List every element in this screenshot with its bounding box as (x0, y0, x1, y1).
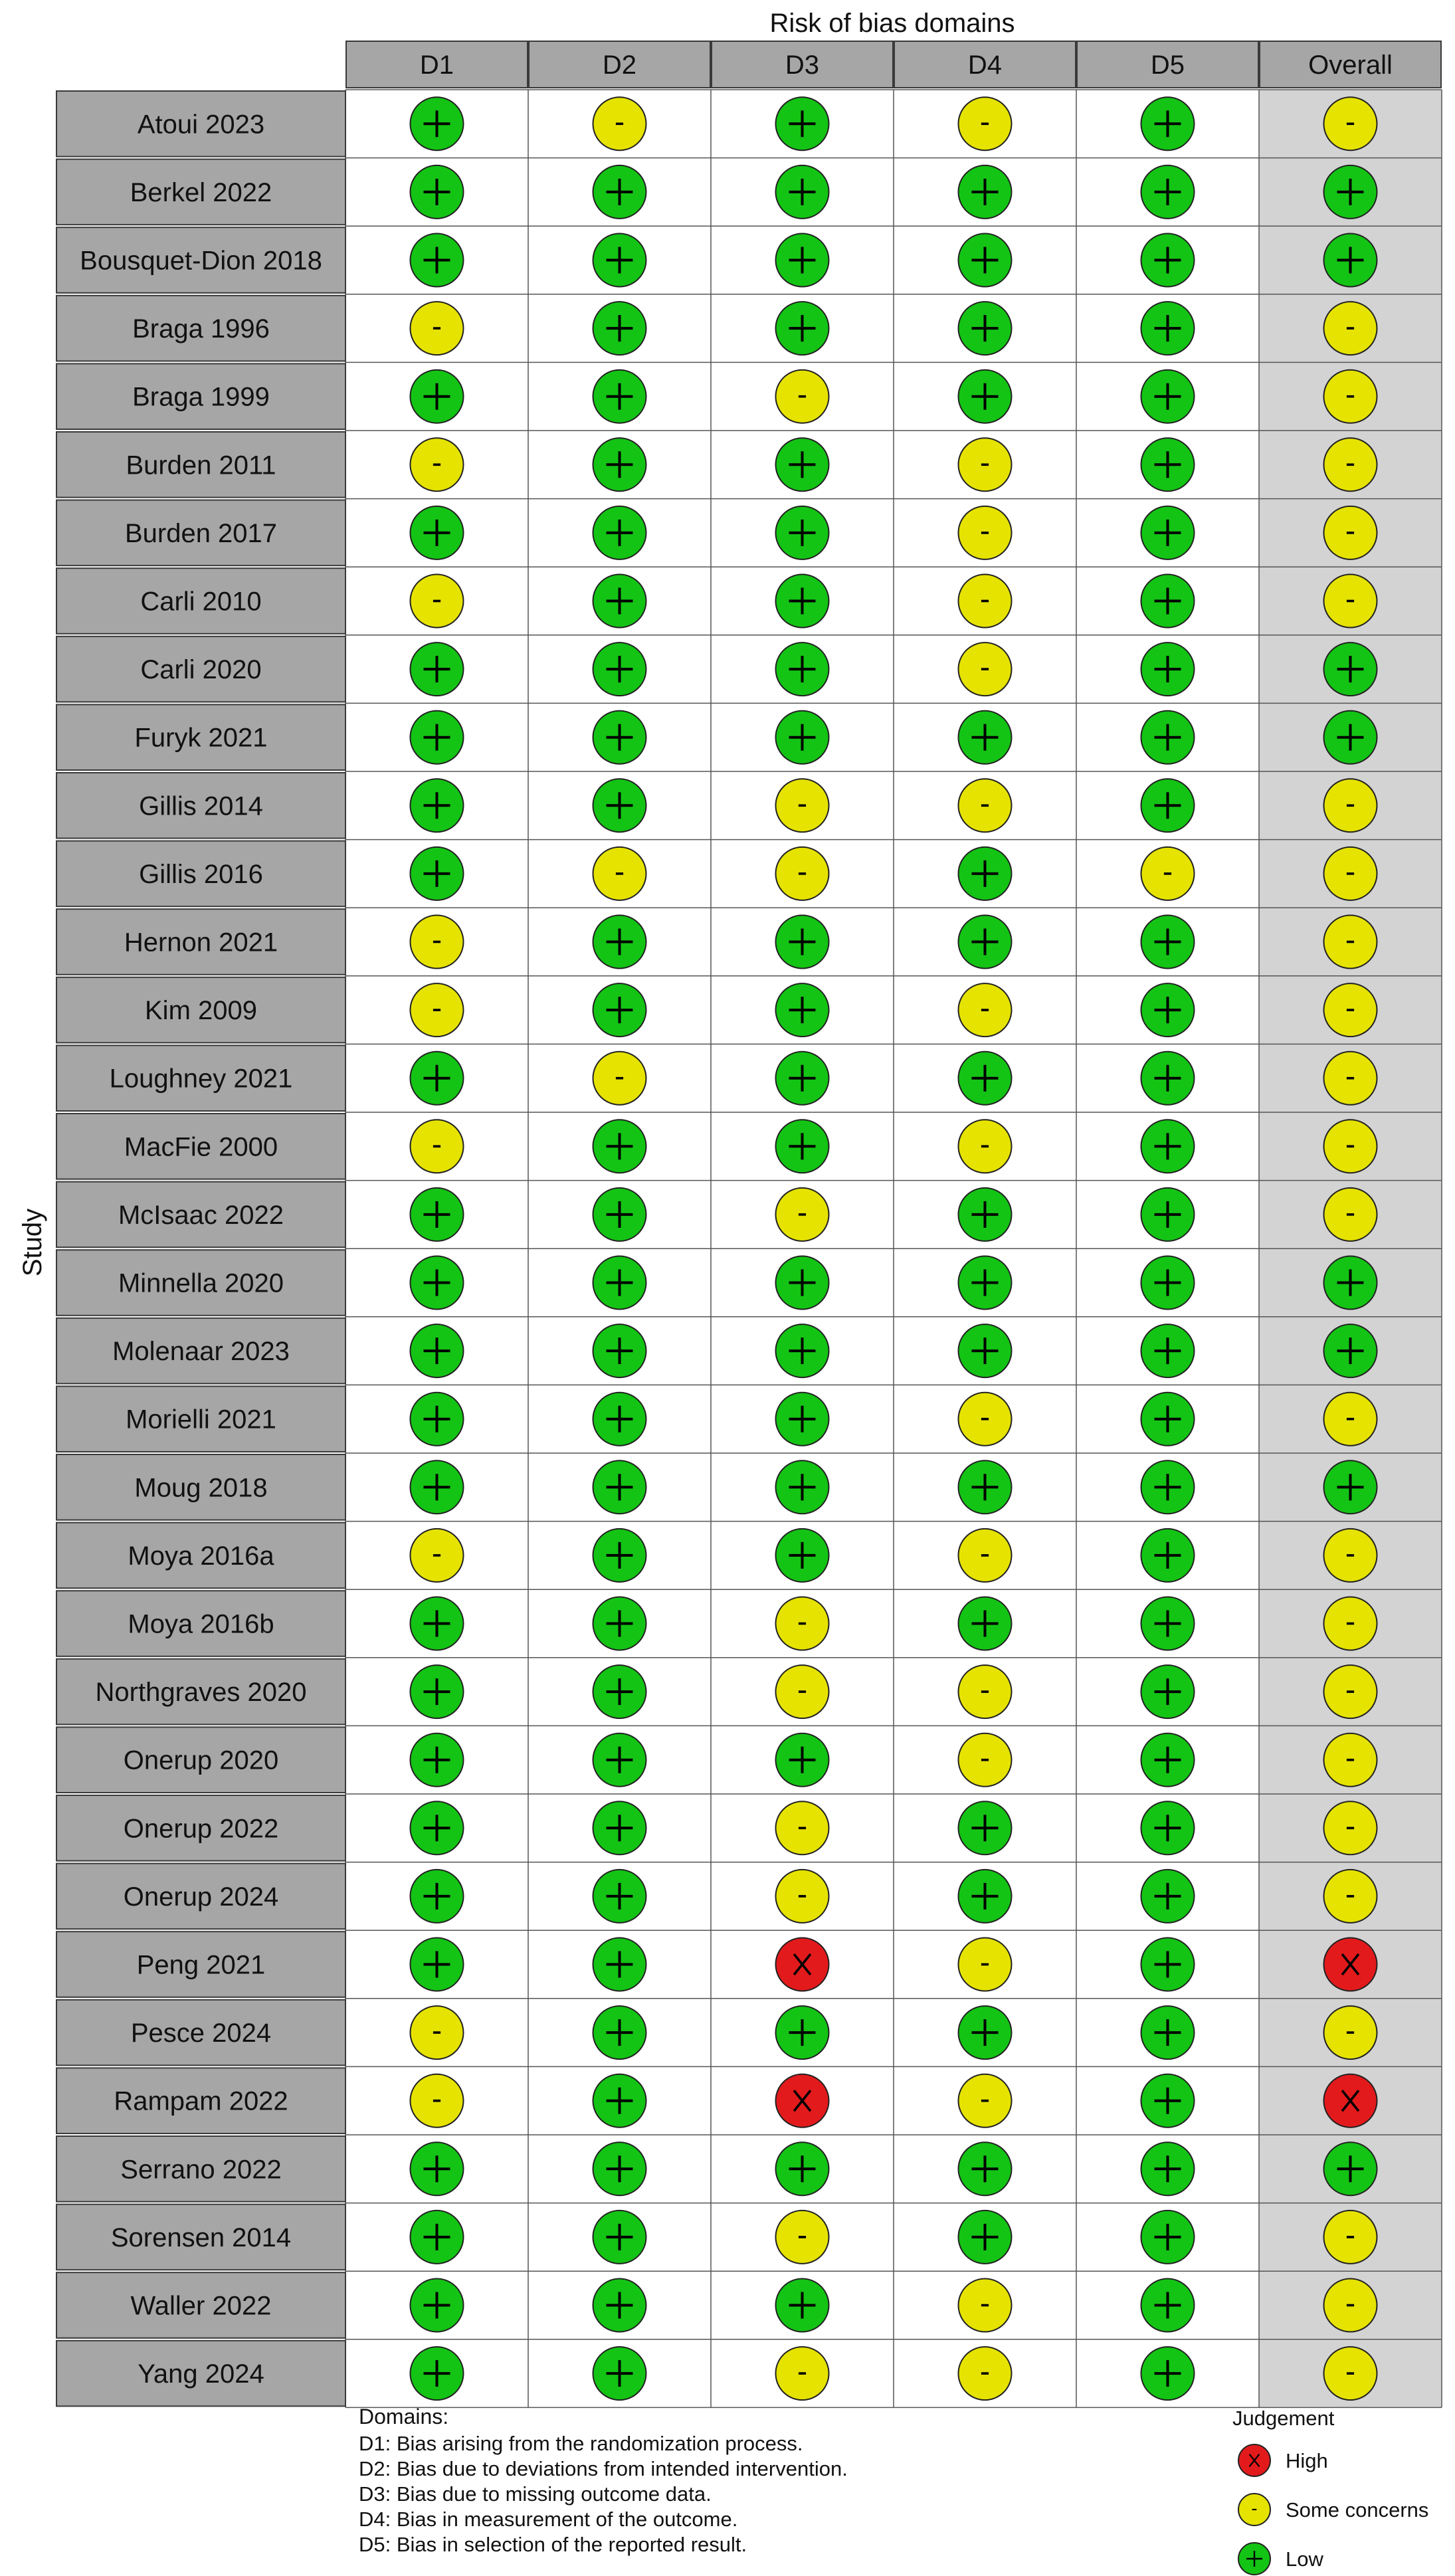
legend-item-some (1238, 2494, 1428, 2526)
marker-gillis-2014-d4 (959, 779, 1012, 832)
marker-yang-2024-d3 (776, 2347, 829, 2400)
marker-rampam-2022-d1 (411, 2074, 464, 2128)
marker-onerup-2024-d3 (776, 1870, 829, 1923)
marker-yang-2024-d4 (959, 2347, 1012, 2400)
marker-pesce-2024-d1 (411, 2006, 464, 2059)
marker-moya-2016a-d2 (593, 1529, 646, 1582)
study-label-morielli-2021: Morielli 2021 (126, 1405, 276, 1435)
legend (1238, 2444, 1428, 2575)
study-label-hernon-2021: Hernon 2021 (124, 928, 278, 957)
marker-burden-2017-d2 (593, 506, 646, 559)
marker-northgraves-2020-d3 (776, 1665, 829, 1718)
marker-kim-2009-d1 (411, 983, 464, 1037)
study-label-onerup-2022: Onerup 2022 (123, 1814, 279, 1844)
column-headers (346, 41, 1441, 88)
column-header-d1: D1 (419, 50, 454, 80)
marker-moya-2016a-d1 (411, 1529, 464, 1582)
marker-atoui-2023-d5 (1141, 97, 1195, 150)
study-label-carli-2020: Carli 2020 (140, 655, 262, 685)
marker-burden-2017-d1 (411, 506, 464, 559)
marker-carli-2010-d1 (411, 575, 464, 628)
domains-list (359, 2432, 848, 2556)
legend-marker-low (1238, 2543, 1270, 2575)
marker-onerup-2020-d4 (959, 1734, 1012, 1787)
marker-gillis-2016-d3 (776, 847, 829, 900)
marker-moya-2016a-d5 (1141, 1529, 1195, 1582)
marker-moya-2016a-d4 (959, 1529, 1012, 1582)
marker-peng-2021-d2 (593, 1938, 646, 1991)
marker-atoui-2023-d2 (593, 97, 646, 150)
marker-burden-2017-d4 (959, 506, 1012, 559)
marker-moug-2018-overall (1324, 1460, 1377, 1514)
marker-berkel-2022-d2 (593, 165, 646, 219)
marker-burden-2011-d4 (959, 438, 1012, 491)
study-label-sorensen-2014: Sorensen 2014 (110, 2223, 292, 2252)
study-label-braga-1996: Braga 1996 (132, 314, 270, 344)
marker-burden-2017-d3 (776, 506, 829, 559)
marker-loughney-2021-d1 (411, 1052, 464, 1105)
marker-berkel-2022-d4 (959, 165, 1012, 219)
marker-onerup-2020-d3 (776, 1734, 829, 1787)
marker-waller-2022-d2 (593, 2279, 646, 2332)
marker-braga-1996-d3 (776, 302, 829, 355)
marker-furyk-2021-d3 (776, 711, 829, 764)
marker-hernon-2021-d3 (776, 916, 829, 969)
marker-braga-1996-d2 (593, 302, 646, 355)
marker-macfie-2000-d4 (959, 1120, 1012, 1173)
study-label-moya-2016a: Moya 2016a (128, 1541, 274, 1571)
marker-molenaar-2023-d5 (1141, 1324, 1195, 1377)
marker-serrano-2022-d4 (959, 2142, 1012, 2195)
column-header-d5: D5 (1150, 50, 1185, 80)
marker-braga-1999-overall (1324, 370, 1377, 423)
marker-peng-2021-d1 (411, 1938, 464, 1991)
marker-carli-2020-overall (1324, 643, 1377, 696)
marker-sorensen-2014-overall (1324, 2211, 1377, 2264)
legend-item-high (1238, 2444, 1328, 2476)
marker-hernon-2021-d2 (593, 916, 646, 969)
marker-molenaar-2023-overall (1324, 1324, 1377, 1377)
marker-carli-2010-d4 (959, 575, 1012, 628)
marker-bousquet-dion-2018-d5 (1141, 234, 1195, 287)
study-label-atoui-2023: Atoui 2023 (137, 110, 265, 140)
study-label-mcisaac-2022: McIsaac 2022 (118, 1200, 284, 1230)
marker-braga-1996-d4 (959, 302, 1012, 355)
marker-carli-2020-d3 (776, 643, 829, 696)
marker-waller-2022-overall (1324, 2279, 1377, 2332)
marker-minnella-2020-d5 (1141, 1256, 1195, 1310)
domains-heading: Domains: (359, 2405, 449, 2428)
column-header-overall: Overall (1308, 50, 1393, 80)
marker-moug-2018-d3 (776, 1460, 829, 1514)
marker-peng-2021-overall (1324, 1938, 1377, 1991)
marker-loughney-2021-d5 (1141, 1052, 1195, 1105)
marker-carli-2010-d3 (776, 575, 829, 628)
marker-moya-2016a-overall (1324, 1529, 1377, 1582)
marker-yang-2024-d1 (411, 2347, 464, 2400)
marker-berkel-2022-d1 (411, 165, 464, 219)
marker-morielli-2021-d1 (411, 1393, 464, 1446)
marker-sorensen-2014-d5 (1141, 2211, 1195, 2264)
marker-macfie-2000-d3 (776, 1120, 829, 1173)
marker-peng-2021-d3 (776, 1938, 829, 1991)
marker-northgraves-2020-overall (1324, 1665, 1377, 1718)
marker-serrano-2022-overall (1324, 2142, 1377, 2195)
marker-furyk-2021-d2 (593, 711, 646, 764)
marker-kim-2009-d2 (593, 983, 646, 1037)
marker-northgraves-2020-d5 (1141, 1665, 1195, 1718)
marker-sorensen-2014-d4 (959, 2211, 1012, 2264)
study-labels (56, 91, 345, 2406)
marker-moug-2018-d4 (959, 1460, 1012, 1514)
marker-mcisaac-2022-d3 (776, 1188, 829, 1241)
marker-morielli-2021-d2 (593, 1393, 646, 1446)
study-label-yang-2024: Yang 2024 (138, 2359, 264, 2389)
marker-sorensen-2014-d2 (593, 2211, 646, 2264)
marker-serrano-2022-d1 (411, 2142, 464, 2195)
marker-onerup-2024-d2 (593, 1870, 646, 1923)
legend-label-low: Low (1286, 2547, 1323, 2571)
marker-braga-1999-d2 (593, 370, 646, 423)
marker-moug-2018-d5 (1141, 1460, 1195, 1514)
marker-kim-2009-overall (1324, 983, 1377, 1037)
marker-loughney-2021-d2 (593, 1052, 646, 1105)
marker-gillis-2014-d2 (593, 779, 646, 832)
study-label-gillis-2016: Gillis 2016 (139, 859, 263, 889)
marker-kim-2009-d3 (776, 983, 829, 1037)
marker-burden-2011-d2 (593, 438, 646, 491)
footer (359, 2405, 1428, 2575)
marker-sorensen-2014-d3 (776, 2211, 829, 2264)
marker-berkel-2022-overall (1324, 165, 1377, 219)
study-label-burden-2017: Burden 2017 (124, 518, 278, 548)
marker-bousquet-dion-2018-d3 (776, 234, 829, 287)
marker-onerup-2024-d4 (959, 1870, 1012, 1923)
marker-berkel-2022-d3 (776, 165, 829, 219)
marker-gillis-2016-overall (1324, 847, 1377, 900)
marker-kim-2009-d4 (959, 983, 1012, 1037)
marker-hernon-2021-d4 (959, 916, 1012, 969)
marker-gillis-2014-d1 (411, 779, 464, 832)
marker-gillis-2014-overall (1324, 779, 1377, 832)
marker-carli-2010-d5 (1141, 575, 1195, 628)
marker-mcisaac-2022-d5 (1141, 1188, 1195, 1241)
marker-berkel-2022-d5 (1141, 165, 1195, 219)
marker-loughney-2021-d3 (776, 1052, 829, 1105)
marker-mcisaac-2022-d1 (411, 1188, 464, 1241)
study-label-peng-2021: Peng 2021 (136, 1950, 266, 1980)
marker-onerup-2022-d3 (776, 1801, 829, 1854)
marker-bousquet-dion-2018-d1 (411, 234, 464, 287)
study-label-minnella-2020: Minnella 2020 (118, 1268, 284, 1298)
marker-rampam-2022-d4 (959, 2074, 1012, 2128)
marker-hernon-2021-d5 (1141, 916, 1195, 969)
y-axis-label: Study (18, 1208, 47, 1277)
marker-onerup-2024-d5 (1141, 1870, 1195, 1923)
marker-bousquet-dion-2018-overall (1324, 234, 1377, 287)
marker-onerup-2020-d2 (593, 1734, 646, 1787)
marker-furyk-2021-d5 (1141, 711, 1195, 764)
marker-rampam-2022-d5 (1141, 2074, 1195, 2128)
marker-northgraves-2020-d2 (593, 1665, 646, 1718)
marker-yang-2024-d2 (593, 2347, 646, 2400)
marker-burden-2017-overall (1324, 506, 1377, 559)
marker-hernon-2021-d1 (411, 916, 464, 969)
marker-yang-2024-overall (1324, 2347, 1377, 2400)
marker-macfie-2000-overall (1324, 1120, 1377, 1173)
study-label-macfie-2000: MacFie 2000 (124, 1132, 278, 1162)
legend-item-low (1238, 2543, 1323, 2575)
marker-burden-2011-d5 (1141, 438, 1195, 491)
marker-pesce-2024-d3 (776, 2006, 829, 2059)
study-label-rampam-2022: Rampam 2022 (114, 2086, 288, 2116)
marker-atoui-2023-d1 (411, 97, 464, 150)
marker-onerup-2022-d2 (593, 1801, 646, 1854)
marker-carli-2020-d2 (593, 643, 646, 696)
marker-minnella-2020-d1 (411, 1256, 464, 1310)
marker-onerup-2020-d1 (411, 1734, 464, 1787)
marker-minnella-2020-d4 (959, 1256, 1012, 1310)
marker-carli-2010-overall (1324, 575, 1377, 628)
study-label-berkel-2022: Berkel 2022 (130, 177, 272, 207)
study-label-waller-2022: Waller 2022 (130, 2291, 272, 2321)
study-label-onerup-2020: Onerup 2020 (123, 1745, 279, 1775)
marker-waller-2022-d3 (776, 2279, 829, 2332)
marker-molenaar-2023-d3 (776, 1324, 829, 1377)
study-label-moya-2016b: Moya 2016b (128, 1609, 274, 1639)
marker-pesce-2024-d4 (959, 2006, 1012, 2059)
marker-morielli-2021-d4 (959, 1393, 1012, 1446)
marker-burden-2017-d5 (1141, 506, 1195, 559)
marker-moya-2016b-d5 (1141, 1597, 1195, 1650)
marker-sorensen-2014-d1 (411, 2211, 464, 2264)
marker-macfie-2000-d2 (593, 1120, 646, 1173)
marker-morielli-2021-overall (1324, 1393, 1377, 1446)
marker-moya-2016a-d3 (776, 1529, 829, 1582)
marker-gillis-2016-d2 (593, 847, 646, 900)
legend-marker-high (1238, 2444, 1270, 2476)
marker-mcisaac-2022-d4 (959, 1188, 1012, 1241)
marker-braga-1999-d4 (959, 370, 1012, 423)
marker-furyk-2021-d4 (959, 711, 1012, 764)
marker-macfie-2000-d1 (411, 1120, 464, 1173)
marker-pesce-2024-overall (1324, 2006, 1377, 2059)
marker-burden-2011-overall (1324, 438, 1377, 491)
marker-braga-1996-d1 (411, 302, 464, 355)
marker-moya-2016b-d2 (593, 1597, 646, 1650)
domain-description-3: D3: Bias due to missing outcome data. (359, 2482, 712, 2506)
marker-onerup-2024-overall (1324, 1870, 1377, 1923)
marker-onerup-2022-d1 (411, 1801, 464, 1854)
marker-braga-1999-d1 (411, 370, 464, 423)
marker-morielli-2021-d3 (776, 1393, 829, 1446)
marker-yang-2024-d5 (1141, 2347, 1195, 2400)
marker-onerup-2022-d5 (1141, 1801, 1195, 1854)
marker-gillis-2016-d1 (411, 847, 464, 900)
marker-serrano-2022-d3 (776, 2142, 829, 2195)
marker-atoui-2023-d4 (959, 97, 1012, 150)
marker-molenaar-2023-d4 (959, 1324, 1012, 1377)
study-label-northgraves-2020: Northgraves 2020 (95, 1678, 307, 1708)
marker-morielli-2021-d5 (1141, 1393, 1195, 1446)
marker-rampam-2022-d2 (593, 2074, 646, 2128)
study-label-molenaar-2023: Molenaar 2023 (112, 1337, 290, 1367)
domain-description-5: D5: Bias in selection of the reported result. (359, 2533, 747, 2556)
domain-description-2: D2: Bias due to deviations from intended intervention. (359, 2457, 848, 2480)
marker-waller-2022-d5 (1141, 2279, 1195, 2332)
domain-description-4: D4: Bias in measurement of the outcome. (359, 2508, 738, 2531)
marker-waller-2022-d4 (959, 2279, 1012, 2332)
legend-title: Judgement (1232, 2407, 1335, 2430)
study-label-onerup-2024: Onerup 2024 (123, 1882, 279, 1912)
marker-molenaar-2023-d1 (411, 1324, 464, 1377)
study-label-pesce-2024: Pesce 2024 (130, 2019, 272, 2048)
marker-carli-2020-d4 (959, 643, 1012, 696)
study-label-carli-2010: Carli 2010 (140, 587, 262, 617)
marker-braga-1999-d5 (1141, 370, 1195, 423)
marker-waller-2022-d1 (411, 2279, 464, 2332)
marker-bousquet-dion-2018-d2 (593, 234, 646, 287)
marker-carli-2010-d2 (593, 575, 646, 628)
study-label-kim-2009: Kim 2009 (145, 996, 257, 1026)
marker-braga-1996-d5 (1141, 302, 1195, 355)
marker-loughney-2021-overall (1324, 1052, 1377, 1105)
study-label-braga-1999: Braga 1999 (132, 382, 270, 412)
marker-gillis-2016-d4 (959, 847, 1012, 900)
marker-carli-2020-d5 (1141, 643, 1195, 696)
column-header-d4: D4 (967, 50, 1003, 80)
marker-bousquet-dion-2018-d4 (959, 234, 1012, 287)
marker-furyk-2021-d1 (411, 711, 464, 764)
marker-peng-2021-d5 (1141, 1938, 1195, 1991)
marker-atoui-2023-d3 (776, 97, 829, 150)
marker-burden-2011-d1 (411, 438, 464, 491)
legend-marker-some (1238, 2494, 1270, 2526)
study-label-furyk-2021: Furyk 2021 (134, 723, 268, 753)
marker-furyk-2021-overall (1324, 711, 1377, 764)
marker-rampam-2022-overall (1324, 2074, 1377, 2128)
study-label-moug-2018: Moug 2018 (134, 1473, 268, 1503)
chart-title: Risk of bias domains (769, 9, 1015, 38)
marker-minnella-2020-overall (1324, 1256, 1377, 1310)
marker-moug-2018-d1 (411, 1460, 464, 1514)
marker-loughney-2021-d4 (959, 1052, 1012, 1105)
marker-atoui-2023-overall (1324, 97, 1377, 150)
marker-pesce-2024-d2 (593, 2006, 646, 2059)
domain-description-1: D1: Bias arising from the randomization process. (359, 2432, 803, 2455)
legend-label-high: High (1286, 2449, 1328, 2472)
legend-label-some: Some concerns (1286, 2498, 1429, 2522)
study-label-gillis-2014: Gillis 2014 (139, 791, 263, 821)
marker-mcisaac-2022-overall (1324, 1188, 1377, 1241)
column-header-d2: D2 (602, 50, 637, 80)
marker-northgraves-2020-d4 (959, 1665, 1012, 1718)
study-label-bousquet-dion-2018: Bousquet-Dion 2018 (80, 246, 322, 276)
marker-serrano-2022-d2 (593, 2142, 646, 2195)
marker-gillis-2014-d3 (776, 779, 829, 832)
column-header-d3: D3 (785, 50, 820, 80)
marker-braga-1999-d3 (776, 370, 829, 423)
marker-moya-2016b-d3 (776, 1597, 829, 1650)
marker-onerup-2020-d5 (1141, 1734, 1195, 1787)
marker-gillis-2014-d5 (1141, 779, 1195, 832)
marker-serrano-2022-d5 (1141, 2142, 1195, 2195)
marker-braga-1996-overall (1324, 302, 1377, 355)
study-label-loughney-2021: Loughney 2021 (109, 1064, 293, 1094)
marker-onerup-2024-d1 (411, 1870, 464, 1923)
marker-moug-2018-d2 (593, 1460, 646, 1514)
marker-minnella-2020-d2 (593, 1256, 646, 1310)
marker-onerup-2022-overall (1324, 1801, 1377, 1854)
marker-moya-2016b-overall (1324, 1597, 1377, 1650)
marker-rampam-2022-d3 (776, 2074, 829, 2128)
marker-moya-2016b-d1 (411, 1597, 464, 1650)
marker-gillis-2016-d5 (1141, 847, 1195, 900)
marker-minnella-2020-d3 (776, 1256, 829, 1310)
marker-molenaar-2023-d2 (593, 1324, 646, 1377)
marker-onerup-2020-overall (1324, 1734, 1377, 1787)
marker-moya-2016b-d4 (959, 1597, 1012, 1650)
marker-peng-2021-d4 (959, 1938, 1012, 1991)
study-label-serrano-2022: Serrano 2022 (120, 2155, 282, 2185)
marker-carli-2020-d1 (411, 643, 464, 696)
grid-layer (345, 90, 1442, 2407)
marker-macfie-2000-d5 (1141, 1120, 1195, 1173)
marker-burden-2011-d3 (776, 438, 829, 491)
marker-pesce-2024-d5 (1141, 2006, 1195, 2059)
marker-northgraves-2020-d1 (411, 1665, 464, 1718)
marker-kim-2009-d5 (1141, 983, 1195, 1037)
marker-mcisaac-2022-d2 (593, 1188, 646, 1241)
study-label-burden-2011: Burden 2011 (126, 450, 276, 480)
marker-onerup-2022-d4 (959, 1801, 1012, 1854)
marker-hernon-2021-overall (1324, 916, 1377, 969)
